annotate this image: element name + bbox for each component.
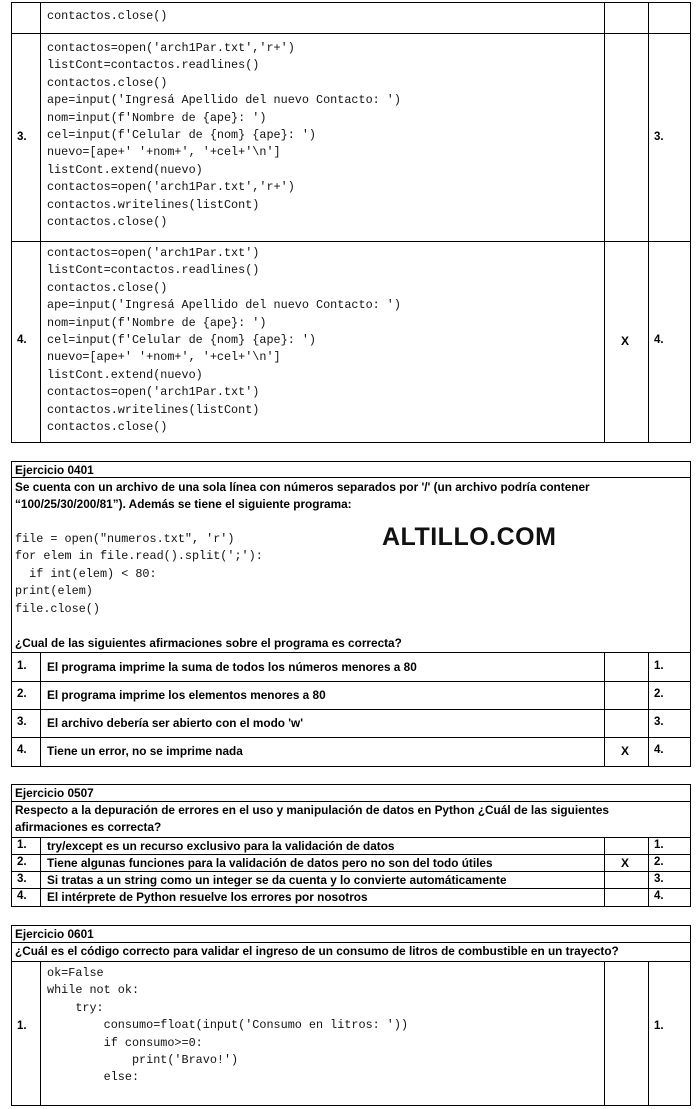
table-divider (604, 961, 605, 1106)
option-number-right: 2. (654, 688, 664, 700)
option-text: try/except es un recurso exclusivo para la validación de datos (47, 839, 395, 853)
table-divider (40, 837, 41, 907)
table-divider (648, 961, 649, 1106)
option-number: 3. (17, 131, 27, 143)
row-divider (11, 871, 691, 872)
code-snippet: ok=False while not ok: try: consumo=float(input('Consumo en litros: ')) if consumo>=0: print('Bravo!') else: (47, 966, 409, 1085)
option-text: Tiene algunas funciones para la validación de datos pero no son del todo útiles (47, 856, 493, 870)
option-text: Si tratas a un string como un integer se da cuenta y lo convierte automáticamente (47, 873, 507, 887)
option-number: 4. (17, 890, 27, 902)
exercise-statement: Se cuenta con un archivo de una sola línea con números separados por '/' (un archivo podría contener (15, 480, 590, 494)
code-snippet: contactos=open('arch1Par.txt','r+') listCont=contactos.readlines() contactos.close() ape=input('Ingresá Apellido del nuevo Contacto: ') nom=input(f'Nombre de {ape}: ') cel=input(f'Celular de {nom} {ape}: ') nuevo=[ape+' '+nom+', '+cel+'\n'] listCont.extend(nuevo) contactos=open('arch1Par.txt','r+') contactos.writelines(listCont) contactos.close() (47, 41, 401, 230)
exercise-question: ¿Cual de las siguientes afirmaciones sobre el programa es correcta? (15, 636, 402, 650)
option-number: 4. (17, 744, 27, 756)
option-number-right: 1. (654, 839, 664, 851)
answer-mark: X (621, 334, 630, 348)
code-snippet: contactos=open('arch1Par.txt') listCont=contactos.readlines() contactos.close() ape=input('Ingresá Apellido del nuevo Contacto: ') nom=input(f'Nombre de {ape}: ') cel=input(f'Celular de {nom} {ape}: ') nuevo=[ape+' '+nom+', '+cel+'\n'] listCont.extend(nuevo) contactos=open('arch1Par.txt') contactos.writelines(listCont) contactos.close() (47, 246, 401, 435)
option-number-right: 3. (654, 131, 664, 143)
option-number-right: 4. (654, 744, 664, 756)
option-text: El programa imprime los elementos menores a 80 (47, 688, 326, 702)
row-divider (11, 942, 691, 943)
option-number: 3. (17, 873, 27, 885)
option-text: El intérprete de Python resuelve los errores por nosotros (47, 890, 368, 904)
table-divider (604, 837, 605, 907)
exercise-statement: “100/25/30/200/81”). Además se tiene el siguiente programa: (15, 497, 352, 511)
code-snippet: file = open("numeros.txt", 'r') for elem in file.read().split(';'): if int(elem) < 80: print(elem) file.close() (15, 532, 263, 616)
exercise-title: Ejercicio 0507 (15, 786, 94, 800)
row-divider (11, 837, 691, 838)
exercise-title: Ejercicio 0601 (15, 927, 94, 941)
option-number-right: 4. (654, 890, 664, 902)
row-divider (11, 854, 691, 855)
row-divider (11, 652, 691, 653)
table-divider (648, 837, 649, 907)
answer-mark: X (621, 856, 630, 870)
row-divider (11, 801, 691, 802)
table-divider (648, 2, 649, 443)
code-snippet: contactos.close() (47, 9, 168, 23)
option-number-right: 4. (654, 334, 664, 346)
option-number: 3. (17, 716, 27, 728)
row-divider (11, 241, 691, 242)
row-divider (11, 33, 691, 34)
option-number-right: 2. (654, 856, 664, 868)
option-number: 2. (17, 856, 27, 868)
option-number-right: 3. (654, 716, 664, 728)
answer-mark: X (621, 744, 630, 758)
exercise-title: Ejercicio 0401 (15, 463, 94, 477)
table-divider (40, 961, 41, 1106)
table-divider (604, 2, 605, 443)
option-number: 1. (17, 839, 27, 851)
row-divider (11, 737, 691, 738)
option-text: El archivo debería ser abierto con el modo 'w' (47, 716, 304, 730)
option-number-right: 1. (654, 1020, 664, 1032)
option-number: 2. (17, 688, 27, 700)
option-number: 4. (17, 334, 27, 346)
exercise-question: ¿Cuál es el código correcto para validar el ingreso de un consumo de litros de combustible en un trayecto? (15, 944, 619, 958)
row-divider (11, 888, 691, 889)
exercise-statement: afirmaciones es correcta? (15, 820, 162, 834)
option-number: 1. (17, 1020, 27, 1032)
row-divider (11, 681, 691, 682)
exercise-statement: Respecto a la depuración de errores en el uso y manipulación de datos en Python ¿Cuál de las siguientes (15, 803, 609, 817)
table-divider (40, 2, 41, 443)
row-divider (11, 477, 691, 478)
option-text: El programa imprime la suma de todos los números menores a 80 (47, 660, 417, 674)
option-text: Tiene un error, no se imprime nada (47, 744, 243, 758)
watermark-logo: ALTILLO.COM (382, 523, 557, 551)
option-number: 1. (17, 660, 27, 672)
option-number-right: 3. (654, 873, 664, 885)
row-divider (11, 709, 691, 710)
row-divider (11, 961, 691, 962)
option-number-right: 1. (654, 660, 664, 672)
